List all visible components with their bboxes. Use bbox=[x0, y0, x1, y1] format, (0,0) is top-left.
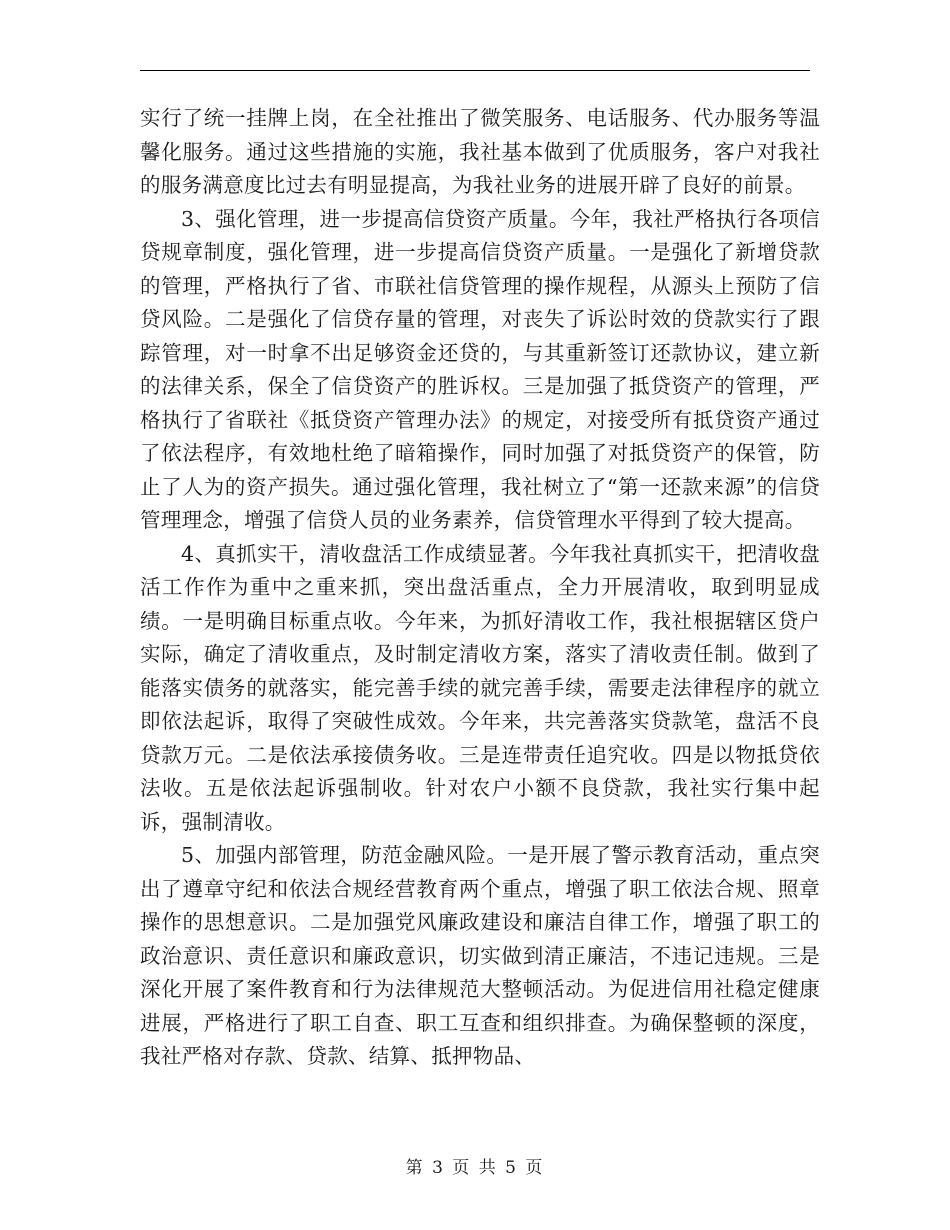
paragraph-1: 实行了统一挂牌上岗，在全社推出了微笑服务、电话服务、代办服务等温馨化服务。通过这些措施的实施，我社基本做到了优质服务，客户对我社的服务满意度比过去有明显提高，为我社业务的进展开辟了良好的前景。 bbox=[140, 106, 820, 197]
paragraph-4: 5、加强内部管理，防范金融风险。一是开展了警示教育活动，重点突出了遵章守纪和依法合规经营教育两个重点，增强了职工依法合规、照章操作的思想意识。二是加强党风廉政建设和廉洁自律工作，增强了职工的政治意识、责任意识和廉政意识，切实做到清正廉洁，不违记违规。三是深化开展了案件教育和行为法律规范大整顿活动。为促进信用社稳定健康进展，严格进行了职工自查、职工互查和组织排查。为确保整顿的深度，我社严格对存款、贷款、结算、抵押物品、 bbox=[140, 843, 820, 1068]
paragraph-2: 3、强化管理，进一步提高信贷资产质量。今年，我社严格执行各项信贷规章制度，强化管理，进一步提高信贷资产质量。一是强化了新增贷款的管理，严格执行了省、市联社信贷管理的操作规程，从源头上预防了信贷风险。二是强化了信贷存量的管理，对丧失了诉讼时效的贷款实行了跟踪管理，对一时拿不出足够资金还贷的，与其重新签订还款协议，建立新的法律关系，保全了信贷资产的胜诉权。三是加强了抵贷资产的管理，严格执行了省联社《抵贷资产管理办法》的规定，对接受所有抵贷资产通过了依法程序，有效地杜绝了暗箱操作，同时加强了对抵贷资产的保管，防止了人为的资产损失。通过强化管理，我社树立了“第一还款来源”的信贷管理理念，增强了信贷人员的业务素养，信贷管理水平得到了较大提高。 bbox=[140, 206, 820, 532]
header-rule bbox=[140, 70, 810, 71]
page-number: 第 3 页 共 5 页 bbox=[405, 1158, 545, 1178]
document-body bbox=[140, 102, 820, 1074]
paragraph-3: 4、真抓实干，清收盘活工作成绩显著。今年我社真抓实干，把清收盘活工作作为重中之重来抓，突出盘活重点，全力开展清收，取到明显成绩。一是明确目标重点收。今年来，为抓好清收工作，我社根据辖区贷户实际，确定了清收重点，及时制定清收方案，落实了清收责任制。做到了能落实债务的就落实，能完善手续的就完善手续，需要走法律程序的就立即依法起诉，取得了突破性成效。今年来，共完善落实贷款笔，盘活不良贷款万元。二是依法承接债务收。三是连带责任追究收。四是以物抵贷依法收。五是依法起诉强制收。针对农户小额不良贷款，我社实行集中起诉，强制清收。 bbox=[140, 541, 820, 834]
